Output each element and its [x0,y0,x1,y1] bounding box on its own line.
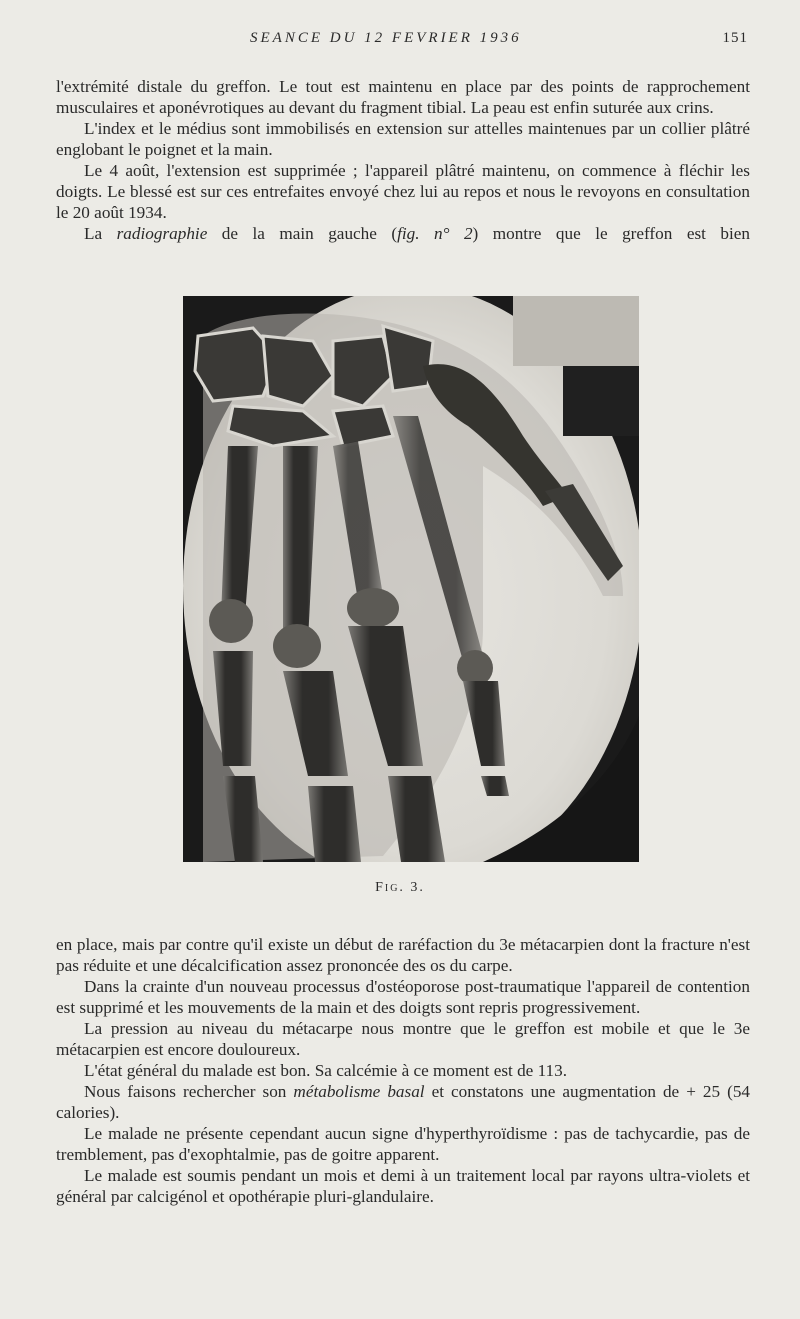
paragraph: en place, mais par contre qu'il existe un début de raréfaction du 3e métacarpien dont la fracture n'est pas réduite et une décalcification assez prononcée des os du carpe. [56,935,750,975]
emphasis: fig. n° 2 [397,224,473,243]
figure-caption [0,880,800,896]
emphasis: radiographie [116,224,208,243]
page-header [0,30,800,54]
paragraph [56,1081,750,1123]
figure-caption-prefix: Fig. [375,880,405,895]
hand-radiograph-figure [183,296,639,862]
text-block-top [56,76,750,244]
paragraph: Dans la crainte d'un nouveau processus d'ostéoporose post-traumatique l'appareil de contention est supprimé et les mouvements de la main et des doigts sont repris progressivement. [56,977,750,1017]
paragraph: l'extrémité distale du greffon. Le tout est maintenu en place par des points de rapprochement musculaires et aponévrotiques au devant du fragment tibial. La peau est enfin suturée aux crins. [56,77,750,117]
paragraph: Le malade est soumis pendant un mois et demi à un traitement local par rayons ultra-violets et général par calcigénol et opothérapie pluri-glandulaire. [56,1166,750,1206]
emphasis: métabolisme basal [293,1082,425,1101]
text-run: Nous faisons rechercher son [84,1082,294,1101]
text-block-bottom [56,934,750,1207]
paragraph: La pression au niveau du métacarpe nous montre que le greffon est mobile et que le 3e métacarpien est encore douloureux. [56,1019,750,1059]
paragraph: L'index et le médius sont immobilisés en extension sur attelles maintenues par un collier plâtré englobant le poignet et la main. [56,119,750,159]
paragraph: L'état général du malade est bon. Sa calcémie à ce moment est de 113. [84,1061,568,1080]
text-run: de la main gauche ( [207,224,398,243]
text-run: La [84,224,117,243]
paragraph [56,223,750,244]
text-run: ) montre que le greffon est bien [472,224,750,243]
running-title: SEANCE DU 12 FEVRIER 1936 [250,30,522,46]
page-number: 151 [722,30,748,46]
figure-caption-number: 3. [410,880,425,895]
text-run: et constatons une augmentation de + 25 (54 calories). [56,1082,751,1122]
paragraph: Le 4 août, l'extension est supprimée ; l'appareil plâtré maintenu, on commence à fléchir les doigts. Le blessé est sur ces entrefaites envoyé chez lui au repos et nous le revoyons en consultation le 20 août 1934. [56,161,750,222]
hand-radiograph-image [183,296,639,862]
paragraph: Le malade ne présente cependant aucun signe d'hyperthyroïdisme : pas de tachycardie, pas de tremblement, pas d'exophtalmie, pas de goitre apparent. [56,1124,750,1164]
